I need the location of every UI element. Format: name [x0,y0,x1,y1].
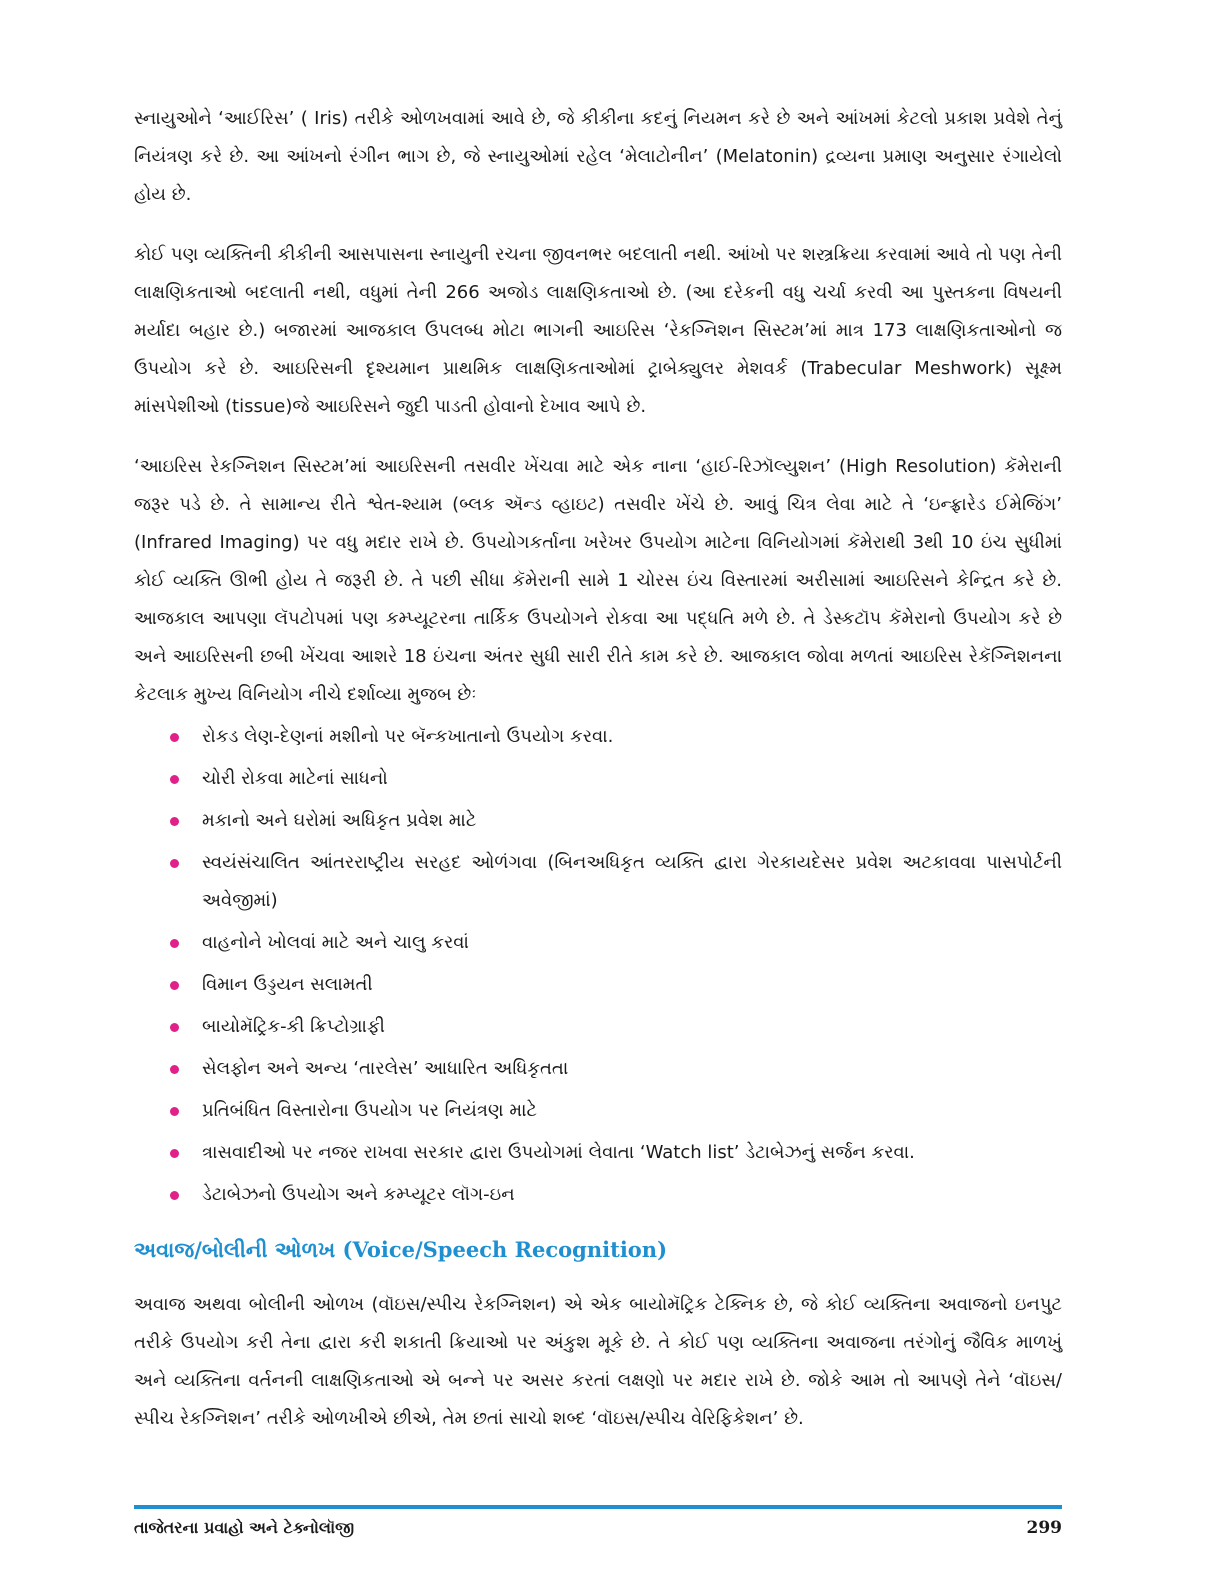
bullet-icon [170,1023,179,1032]
list-item [134,760,1062,798]
list-item-text: પ્રતિબંધિત વિસ્તારોના ઉપયોગ પર નિયંત્રણ માટે [202,1100,537,1121]
bullet-icon [170,859,179,868]
list-item-text: સ્વયંસંચાલિત આંતરરાષ્ટ્રીય સરહદ ઓળંગવા (બિનઅધિકૃત વ્યક્તિ દ્વારા ગેરકાયદેસર પ્રવેશ અટકાવવા પાસપોર્ટની અવેજીમાં) [202,852,1062,911]
list-item [134,1176,1062,1214]
bullet-icon [170,1149,179,1158]
section-heading-voice-recognition: અવાજ/બોલીની ઓળખ (Voice/Speech Recognition) [134,1237,668,1262]
paragraph-iris-characteristics: કોઈ પણ વ્યક્તિની કીકીની આસપાસના સ્નાયુની રચના જીવનભર બદલાતી નથી. આંખો પર શસ્ત્રક્રિયા કરવામાં આવે તો પણ તેની લાક્ષણિકતાઓ બદલાતી નથી, વધુમાં તેની 266 અજોડ લાક્ષણિકતાઓ છે. (આ દરેકની વધુ ચર્ચા કરવી આ પુસ્તકના વિષયની મર્યાદા બહાર છે.) બજારમાં આજકાલ ઉપલબ્ધ મોટા ભાગની આઇરિસ ‘રેકગ્નિશન સિસ્ટમ’માં માત્ર 173 લાક્ષણિકતાઓનો જ ઉપયોગ કરે છે. આઇરિસની દૃશ્યમાન પ્રાથમિક લાક્ષણિકતાઓમાં ટ્રાબેક્યુલર મેશવર્ક (Trabecular Meshwork) સૂક્ષ્મ માંસપેશીઓ (tissue)જે આઇરિસને જુદી પાડતી હોવાનો દેખાવ આપે છે. [134,244,1062,417]
paragraph-iris-definition: સ્નાયુઓને ‘આઈરિસ’ ( Iris) તરીકે ઓળખવામાં આવે છે, જે કીકીના કદનું નિયમન કરે છે અને આંખમાં કેટલો પ્રકાશ પ્રવેશે તેનું નિયંત્રણ કરે છે. આ આંખનો રંગીન ભાગ છે, જે સ્નાયુઓમાં રહેલ ‘મેલાટોનીન’ (Melatonin) દ્રવ્યના પ્રમાણ અનુસાર રંગાયેલો હોય છે. [134,108,1062,205]
page-number: 299 [1026,1518,1062,1538]
bullet-icon [170,939,179,948]
list-item-text: મકાનો અને ઘરોમાં અધિકૃત પ્રવેશ માટે [202,810,477,831]
page-footer [134,1518,1062,1538]
bullet-icon [170,1191,179,1200]
list-item-text: બાયોમૅટ્રિક-કી ક્રિપ્ટોગ્રાફી [202,1016,385,1037]
bullet-icon [170,733,179,742]
paragraph-iris-recognition-system: ‘આઇરિસ રેકગ્નિશન સિસ્ટમ’માં આઇરિસની તસવીર ખેંચવા માટે એક નાના ‘હાઈ-રિઝૉલ્યુશન’ (High Resolution) કૅમેરાની જરૂર પડે છે. તે સામાન્ય રીતે શ્વેત-શ્યામ (બ્લક ઍન્ડ વ્હાઇટ) તસવીર ખેંચે છે. આવું ચિત્ર લેવા માટે તે ‘ઇન્ફ્રારેડ ઈમેજિંગ’ (Infrared Imaging) પર વધુ મદાર રાખે છે. ઉપયોગકર્તાના ખરેખર ઉપયોગ માટેના વિનિયોગમાં કૅમેરાથી 3થી 10 ઇંચ સુધીમાં કોઈ વ્યક્તિ ઊભી હોય તે જરૂરી છે. તે પછી સીધા કૅમેરાની સામે 1 ચોરસ ઇંચ વિસ્તારમાં અરીસામાં આઇરિસને કેન્દ્રિત કરે છે. આજકાલ આપણા લૅપટોપમાં પણ કમ્પ્યૂટરના તાર્કિક ઉપયોગને રોકવા આ પદ્ધતિ મળે છે. તે ડેસ્કટૉપ કૅમેરાનો ઉપયોગ કરે છે અને આઇરિસની છબી ખેંચવા આશરે 18 ઇંચના અંતર સુધી સારી રીતે કામ કરે છે. આજકાલ જોવા મળતાં આઇરિસ રેકૅગ્નિશનના કેટલાક મુખ્ય વિનિયોગ નીચે દર્શાવ્યા મુજબ છેઃ [134,456,1062,705]
list-item-text: વિમાન ઉડ્ડયન સલામતી [202,974,373,995]
list-item-text: રોકડ લેણ-દેણનાં મશીનો પર બૅન્કખાતાનો ઉપયોગ કરવા. [202,726,614,747]
page-body [134,100,1062,1460]
list-item [134,966,1062,1004]
list-item [134,718,1062,756]
bullet-icon [170,1065,179,1074]
list-item-text: વાહનોને ખોલવાં માટે અને ચાલુ કરવાં [202,932,469,953]
list-item [134,1092,1062,1130]
bullet-icon [170,981,179,990]
iris-applications-list [134,718,1062,1214]
list-item-text: ચોરી રોકવા માટેનાં સાધનો [202,768,388,789]
bullet-icon [170,775,179,784]
list-item [134,844,1062,920]
footer-book-title: તાજેતરના પ્રવાહો અને ટેક્નોલૉજી [134,1518,355,1537]
list-item-text: ડેટાબેઝનો ઉપયોગ અને કમ્પ્યૂટર લૉગ-ઇન [202,1184,515,1205]
footer-rule [134,1505,1062,1509]
list-item [134,802,1062,840]
bullet-icon [170,817,179,826]
list-item-text: ત્રાસવાદીઓ પર નજર રાખવા સરકાર દ્વારા ઉપયોગમાં લેવાતા ‘Watch list’ ડેટાબેઝનું સર્જન કરવા. [202,1142,915,1163]
bullet-icon [170,1107,179,1116]
paragraph-voice-recognition: અવાજ અથવા બોલીની ઓળખ (વૉઇસ/સ્પીચ રેકગ્નિશન) એ એક બાયોમૅટ્રિક ટેક્નિક છે, જે કોઈ વ્યક્તિના અવાજનો ઇનપુટ તરીકે ઉપયોગ કરી તેના દ્વારા કરી શકાતી ક્રિયાઓ પર અંકુશ મૂકે છે. તે કોઈ પણ વ્યક્તિના અવાજના તરંગોનું જૈવિક માળખું અને વ્યક્તિના વર્તનની લાક્ષણિકતાઓ એ બન્ને પર અસર કરતાં લક્ષણો પર મદાર રાખે છે. જોકે આમ તો આપણે તેને ‘વૉઇસ/સ્પીચ રેકગ્નિશન’ તરીકે ઓળખીએ છીએ, તેમ છતાં સાચો શબ્દ ‘વૉઇસ/સ્પીચ વેરિફિકેશન’ છે. [134,1294,1062,1429]
list-item [134,1134,1062,1172]
list-item [134,1050,1062,1088]
list-item [134,1008,1062,1046]
list-item-text: સેલફોન અને અન્ય ‘તારલેસ’ આધારિત અધિકૃતતા [202,1058,569,1079]
list-item [134,924,1062,962]
